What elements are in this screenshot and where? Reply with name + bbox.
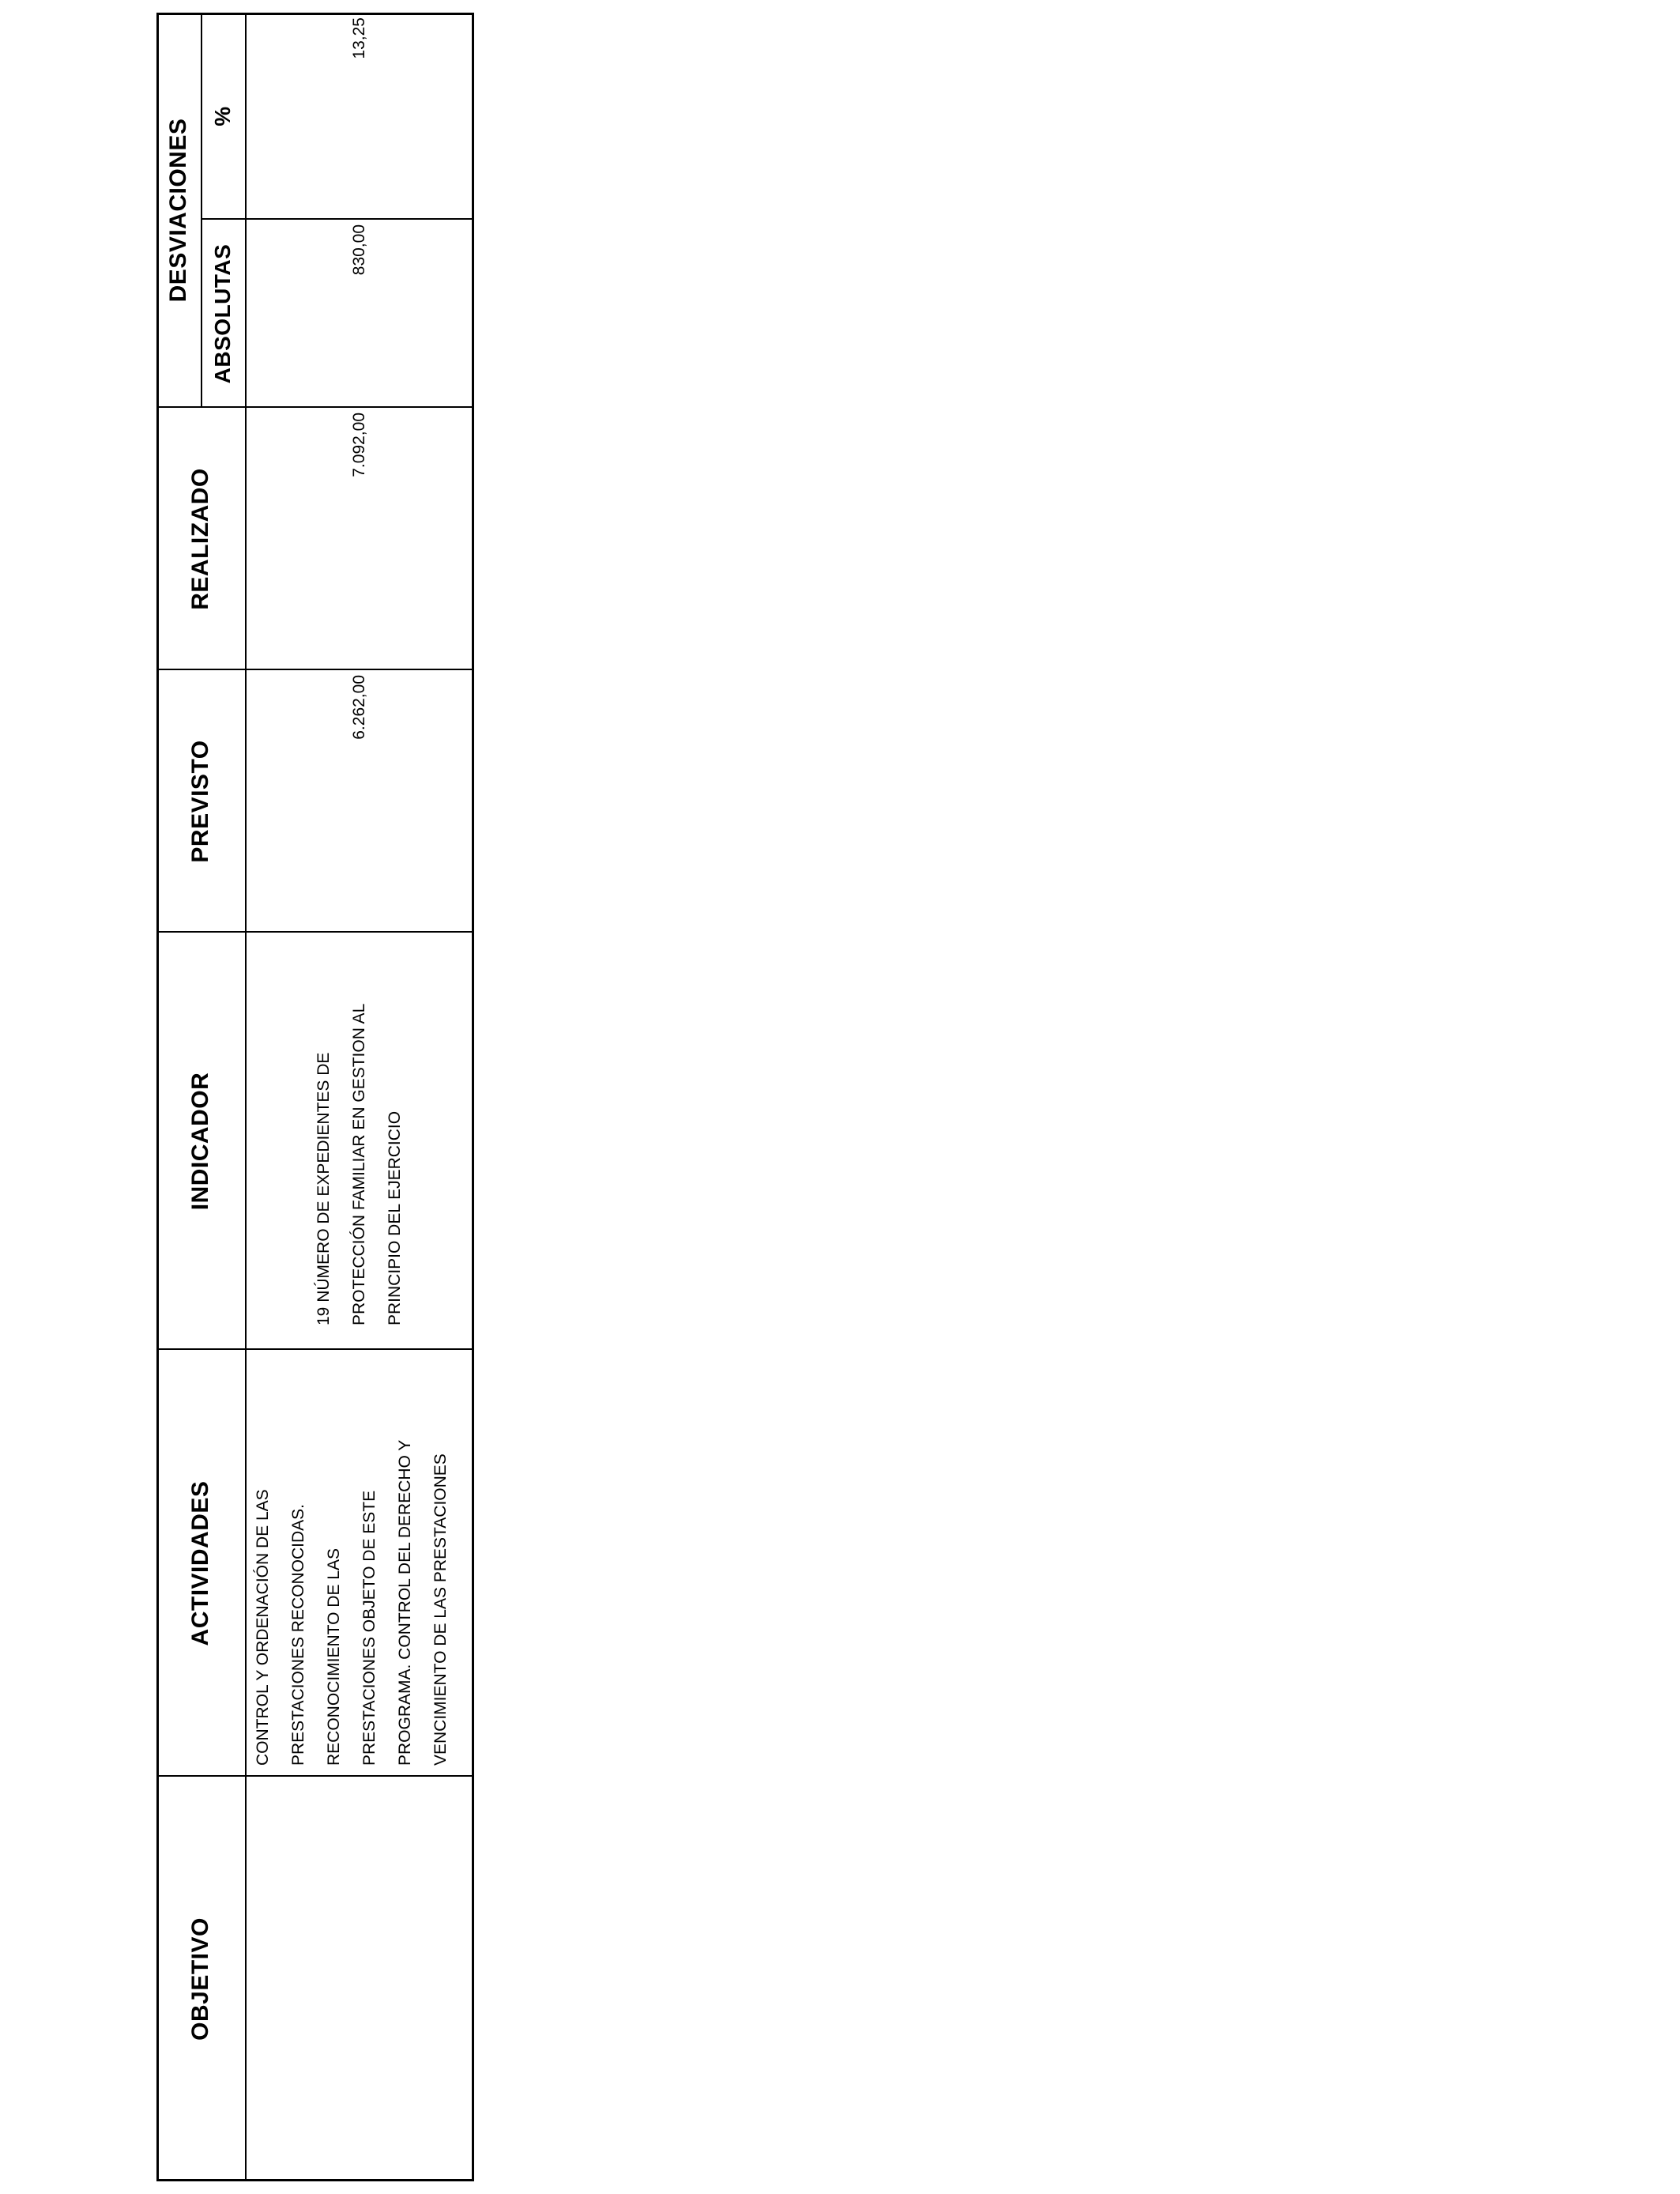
- header-objetivo: OBJETIVO: [187, 1917, 213, 2041]
- cell-previsto: 6.262,00: [350, 675, 368, 740]
- header-realizado: REALIZADO: [187, 468, 213, 610]
- indicator-table: [156, 13, 474, 2181]
- header-desviaciones: DESVIACIONES: [165, 118, 191, 303]
- header-absolutas: ABSOLUTAS: [210, 243, 235, 384]
- cell-absolutas: 830,00: [350, 224, 368, 276]
- header-porcentaje: %: [210, 106, 235, 126]
- header-indicador: INDICADOR: [187, 1072, 213, 1211]
- header-actividades: ACTIVIDADES: [187, 1480, 213, 1646]
- cell-objetivo: [245, 1777, 474, 2181]
- cell-realizado: 7.092,00: [350, 413, 368, 477]
- cell-actividades: CONTROL Y ORDENACIÓN DE LAS PRESTACIONES RECONOCIDAS. RECONOCIMIENTO DE LAS PRESTACIONES OBJETO DE ESTE PROGRAMA. CONTROL DEL DERECHO Y VENCIMIENTO DE LAS PRESTACIONES: [254, 1439, 450, 1766]
- header-previsto: PREVISTO: [187, 740, 213, 863]
- cell-porcentaje: 13,25: [350, 17, 368, 59]
- cell-indicador: 19 NÚMERO DE EXPEDIENTES DE PROTECCIÓN FAMILIAR EN GESTION AL PRINCIPIO DEL EJERCICIO: [315, 1003, 404, 1325]
